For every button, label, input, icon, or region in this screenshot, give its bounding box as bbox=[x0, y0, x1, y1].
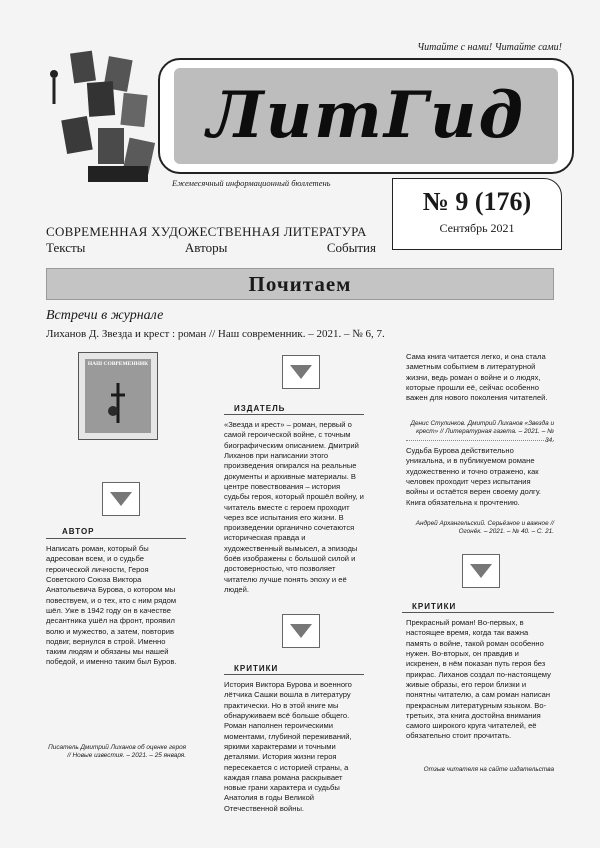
nav-events: События bbox=[326, 240, 376, 255]
publisher-text: «Звезда и крест» – роман, первый о самой героической войне, с точным биографическим описанием. Дмитрий Лиханов при написании этого произведения опирался на реальные документы и архивные материалы. В центре повествования – история судьбы героя, который прошёл войну, и читатель вместе с героем проходит через все испытания его жизни. В произведении органично сочетаются историческая правда и художественный вымысел, а эпизоды боёв изображены с большой силой и достоверностью, что позволяет читателю лучше понять эпоху и её людей. bbox=[224, 420, 364, 594]
critics-text-right: Прекрасный роман! Во-первых, в настоящее время, когда так важна память о войне, такой роман особенно нужен. Во-вторых, он правдив и искренен, в нём показан путь героя без прикрас. Лиханов создал по-настоящему живые образы, его герои близки и понятны читателю, а сам роман написан прекрасным литературным языком. Во-третьих, эта книга достойна внимания самого широкого круга читателей, её обязательно стоит прочитать. bbox=[406, 618, 551, 741]
arrow-triangle bbox=[470, 564, 492, 578]
cover-image bbox=[85, 359, 151, 433]
review-source-middle: Андрей Архангельский. Серьёзное и важное // Огонёк. – 2021. – № 40. – С. 21. bbox=[415, 520, 554, 536]
author-text: Написать роман, который бы адресован всем, и о судьбе героической личности, Героя Советского Союза Виктора Анатольевича Бурова, о котором мы повествуем, и о тех, кто с ним рядом шёл. Уже в 1942 году он в качестве десантника ушёл на фронт, проявил волю и мужество, а затем, повторив подвиг, вернулся в строй. Именно таким людям и обязаны мы нашей победой, и именно таким был Буров. bbox=[46, 544, 177, 667]
section-nav bbox=[46, 240, 376, 256]
review-text-top: Сама книга читается легко, и она стала заметным событием в литературной жизни, ведь роман о войне и о людях, которые прошли её, сейчас особенно важен для нового поколения читателей. bbox=[406, 352, 548, 403]
divider bbox=[406, 440, 554, 441]
arrow-down-icon bbox=[102, 482, 140, 516]
author-source: Писатель Дмитрий Лиханов об оценке героя // Новые известия. – 2021. – 25 января. bbox=[48, 744, 186, 760]
issue-box bbox=[392, 178, 562, 250]
nav-texts: Тексты bbox=[46, 240, 86, 255]
publisher-rule bbox=[224, 414, 364, 415]
review-text-middle: Судьба Бурова действительно уникальна, и в публикуемом романе художественно и точно отражено, как человек проходит через испытания войны и остаётся верен своему долгу. Книга обязательна к прочтению. bbox=[406, 446, 541, 507]
books-collage-logo bbox=[52, 48, 162, 188]
section-heading: СОВРЕМЕННАЯ ХУДОЖЕСТВЕННАЯ ЛИТЕРАТУРА bbox=[46, 224, 367, 239]
publisher-label: ИЗДАТЕЛЬ bbox=[234, 404, 286, 413]
critics-text-middle: История Виктора Бурова и военного лётчика Сашки вошла в литературу практически. Но в этой книге мы обнаруживаем всё больше общего. Роман наполнен героическими моментами, глубиной переживаний, яркими характерами и точными деталями. История жизни героя пересекается с историей страны, а каждая глава романа раскрывает новые грани характера и судьбы Анатолия в годы Великой Отечественной войны. bbox=[224, 680, 352, 813]
magazine-cover bbox=[78, 352, 158, 440]
author-label: АВТОР bbox=[62, 527, 95, 536]
masthead-subtitle: Ежемесячный информационный бюллетень bbox=[172, 178, 331, 188]
arrow-triangle bbox=[290, 624, 312, 638]
bibliographic-reference: Лиханов Д. Звезда и крест : роман // Наш современник. – 2021. – № 6, 7. bbox=[46, 328, 385, 340]
section-banner bbox=[46, 268, 554, 300]
issue-number: № 9 (176) bbox=[422, 187, 532, 216]
issue-date: Сентябрь 2021 bbox=[439, 221, 515, 235]
newsletter-title: ЛитГид bbox=[206, 78, 526, 153]
critics-rule-middle bbox=[224, 674, 364, 675]
arrow-triangle bbox=[110, 492, 132, 506]
motto: Читайте с нами! Читайте сами! bbox=[417, 42, 562, 53]
rubric: Встречи в журнале bbox=[46, 308, 164, 323]
critics-source-right: Отзыв читателя на сайте издательства bbox=[423, 766, 554, 773]
nav-authors: Авторы bbox=[184, 240, 228, 255]
review-source-top: Денис Стулинков. Дмитрий Лиханов «Звезда и крест» // Литературная газета. – 2021. – № 34. bbox=[410, 420, 554, 444]
masthead-title-box bbox=[158, 58, 574, 174]
cover-figure-icon bbox=[103, 381, 133, 425]
arrow-down-icon bbox=[462, 554, 500, 588]
banner-title: Почитаем bbox=[248, 272, 352, 296]
cover-title: НАШ СОВРЕМЕННИК bbox=[87, 361, 149, 367]
arrow-triangle bbox=[290, 365, 312, 379]
critics-label-middle: КРИТИКИ bbox=[234, 664, 279, 673]
author-rule bbox=[46, 538, 186, 539]
arrow-down-icon bbox=[282, 614, 320, 648]
critics-label-right: КРИТИКИ bbox=[412, 602, 457, 611]
arrow-down-icon bbox=[282, 355, 320, 389]
critics-rule-right bbox=[402, 612, 554, 613]
